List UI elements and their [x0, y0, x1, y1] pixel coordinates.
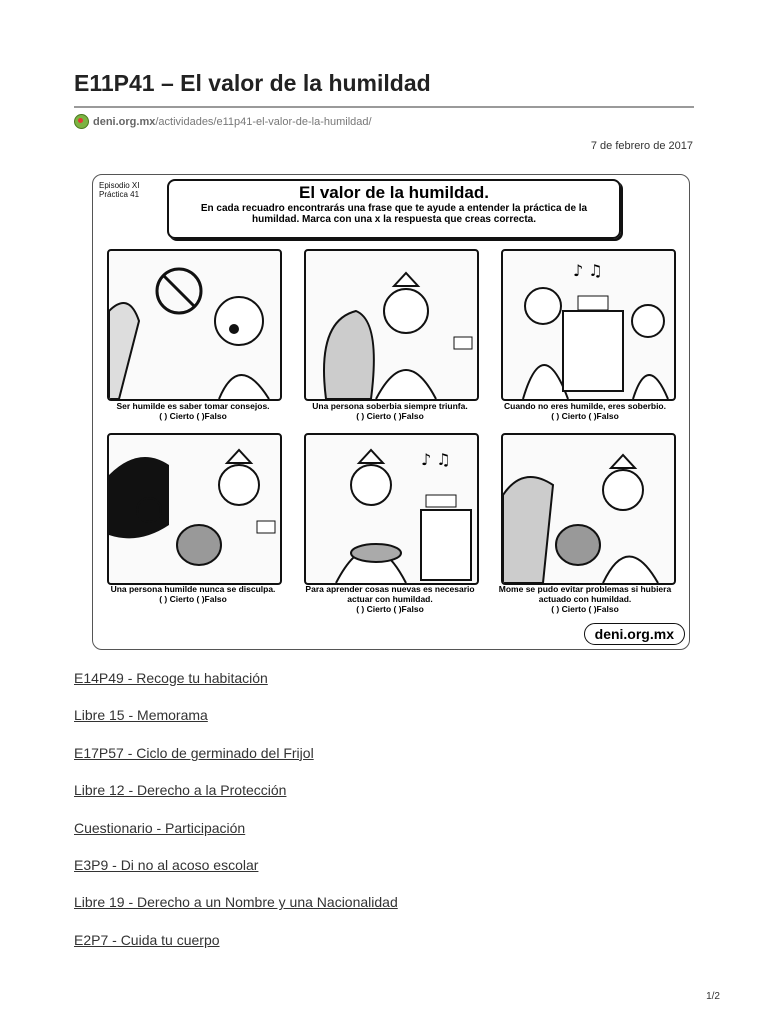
related-link-2[interactable]: Libre 15 - Memorama — [74, 707, 208, 724]
comic-panel-3 — [501, 249, 676, 401]
panel-2-statement: Una persona soberbia siempre triunfa. — [312, 401, 468, 411]
publish-date: 7 de febrero de 2017 — [590, 140, 693, 152]
panel-5-statement: Para aprender cosas nuevas es necesario actuar con humildad. — [305, 584, 475, 604]
site-favicon-icon — [74, 114, 89, 129]
panel-1-caption — [95, 401, 291, 421]
source-url[interactable] — [74, 114, 372, 129]
worksheet-title: El valor de la humildad. — [299, 183, 489, 202]
episode-number: Episodio XI — [99, 181, 140, 190]
related-link-5[interactable]: Cuestionario - Participación — [74, 819, 246, 836]
panel-1-choices[interactable]: ( ) Cierto ( )Falso — [159, 411, 227, 421]
page-number: 1/2 — [706, 991, 720, 1002]
practice-number: Práctica 41 — [99, 190, 140, 199]
svg-text:♪ ♫: ♪ ♫ — [573, 261, 603, 280]
url-path: /actividades/e11p41-el-valor-de-la-humildad/ — [155, 115, 372, 128]
related-link-6[interactable]: E3P9 - Di no al acoso escolar — [74, 856, 259, 873]
related-links — [74, 670, 398, 969]
comic-panel-5 — [304, 433, 479, 585]
worksheet-image — [92, 174, 690, 650]
deni-logo: deni.org.mx — [584, 623, 685, 645]
comic-panel-4 — [107, 433, 282, 585]
related-link-4[interactable]: Libre 12 - Derecho a la Protección — [74, 782, 287, 799]
panel-3-statement: Cuando no eres humilde, eres soberbio. — [503, 401, 666, 411]
panel-1-statement: Ser humilde es saber tomar consejos. — [116, 401, 270, 411]
comic-panel-2 — [304, 249, 479, 401]
panel-4-caption — [95, 584, 291, 604]
panel-5-choices[interactable]: ( ) Cierto ( )Falso — [356, 604, 424, 614]
panel-4-choices[interactable]: ( ) Cierto ( )Falso — [159, 594, 227, 604]
related-link-7[interactable]: Libre 19 - Derecho a un Nombre y una Nacionalidad — [74, 894, 398, 911]
panel-6-choices[interactable]: ( ) Cierto ( )Falso — [551, 604, 619, 614]
panel-2-choices[interactable]: ( ) Cierto ( )Falso — [356, 411, 424, 421]
title-divider — [74, 106, 694, 108]
page-title: E11P41 – El valor de la humildad — [74, 70, 431, 96]
panel-2-caption — [292, 401, 488, 421]
episode-label — [99, 181, 139, 199]
url-domain: deni.org.mx — [93, 115, 156, 128]
panel-6-statement: Mome se pudo evitar problemas si hubiera actuado con humildad. — [498, 584, 672, 604]
related-link-8[interactable]: E2P7 - Cuida tu cuerpo — [74, 931, 220, 948]
panel-6-caption — [487, 584, 683, 614]
panel-3-caption — [487, 401, 683, 421]
comic-panel-6 — [501, 433, 676, 585]
panel-5-caption — [292, 584, 488, 614]
svg-text:♪ ♫: ♪ ♫ — [421, 450, 451, 469]
worksheet-header — [167, 179, 621, 239]
comic-panel-1 — [107, 249, 282, 401]
worksheet-instructions: En cada recuadro encontrarás una frase que te ayude a entender la práctica de la humildad. Marca con una x la respuesta que creas correcta. — [200, 203, 588, 225]
panel-3-choices[interactable]: ( ) Cierto ( )Falso — [551, 411, 619, 421]
panel-4-statement: Una persona humilde nunca se disculpa. — [110, 584, 276, 594]
related-link-1[interactable]: E14P49 - Recoge tu habitación — [74, 670, 268, 686]
related-link-3[interactable]: E17P57 - Ciclo de germinado del Frijol — [74, 744, 314, 761]
